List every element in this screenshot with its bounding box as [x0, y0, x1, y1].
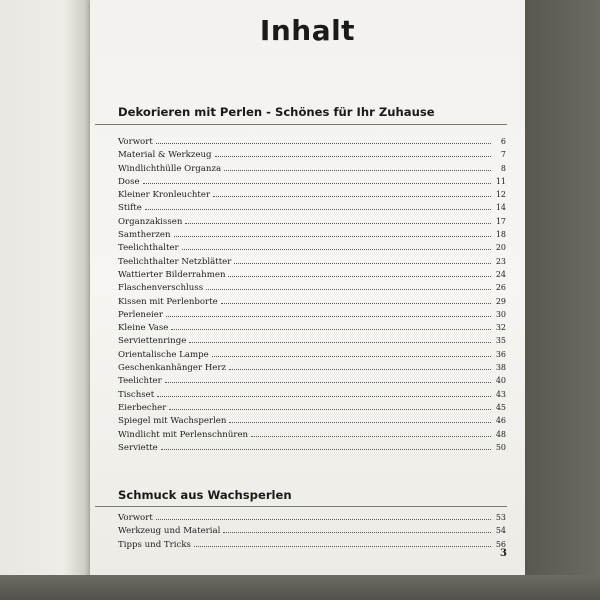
toc-entry-page: 29 [495, 296, 506, 306]
page-title: Inhalt [259, 14, 356, 47]
toc-entry-page: 54 [495, 526, 506, 536]
toc-entry-page: 53 [495, 513, 506, 522]
toc-entry-page: 11 [495, 176, 506, 186]
toc-leader-dots [206, 281, 491, 290]
toc-entry-page: 46 [495, 416, 506, 426]
toc-leader-dots [171, 321, 491, 330]
toc-leader-dots [251, 428, 491, 437]
section-rule [95, 124, 507, 125]
toc-entry-page: 30 [495, 309, 506, 319]
toc-entry[interactable] [118, 295, 506, 308]
toc-entry-page: 24 [495, 269, 506, 279]
toc-entry-page: 40 [495, 376, 506, 386]
toc-entry-page: 6 [500, 137, 506, 146]
toc-entry[interactable] [118, 321, 506, 334]
toc-entry[interactable] [118, 428, 506, 441]
toc-leader-dots [157, 388, 491, 397]
toc-entry-label: Vorwort [118, 513, 153, 523]
toc-entry-label: Kissen mit Perlenborte [118, 296, 218, 307]
toc-entry-label: Werkzeug und Material [118, 526, 221, 537]
toc-entry-label: Material & Werkzeug [118, 150, 212, 161]
toc-leader-dots [165, 374, 491, 383]
toc-entry-label: Teelichter [118, 376, 162, 387]
toc-entry-label: Geschenkanhänger Herz [118, 363, 227, 374]
toc-entry-page: 12 [495, 190, 506, 200]
toc-entry[interactable] [118, 175, 506, 188]
toc-leader-dots [234, 255, 491, 264]
toc-entry-label: Flaschenverschluss [118, 283, 204, 294]
toc-entry-page: 56 [495, 539, 506, 549]
toc-entry-label: Tischset [118, 389, 155, 400]
page-number: 3 [500, 548, 507, 559]
toc-entry-page: 8 [500, 163, 506, 173]
toc-entry-page: 35 [495, 336, 506, 346]
toc-entry[interactable] [118, 538, 506, 551]
toc-leader-dots [189, 334, 491, 343]
toc-leader-dots [145, 201, 491, 210]
toc-leader-dots [161, 441, 491, 450]
toc-entry-label: Stifte [118, 203, 142, 214]
toc-entry-page: 23 [495, 256, 506, 266]
toc-entry[interactable] [118, 228, 506, 241]
toc-entry-page: 26 [495, 283, 506, 293]
toc-entry-label: Kleine Vase [118, 323, 169, 334]
section-heading-dekorieren: Dekorieren mit Perlen - Schönes für Ihr Zuhause [118, 105, 435, 119]
toc-leader-dots [169, 401, 491, 410]
background-surface [525, 0, 600, 600]
section-rule [95, 506, 507, 507]
toc-leader-dots [174, 228, 492, 237]
toc-entry-label: Windlicht mit Perlenschnüren [118, 429, 249, 440]
toc-leader-dots [143, 175, 491, 184]
toc-leader-dots [229, 361, 491, 370]
toc-entry[interactable] [118, 241, 506, 254]
toc-list-dekorieren [118, 135, 506, 454]
toc-entry-page: 14 [495, 203, 506, 213]
toc-entry-label: Spiegel mit Wachsperlen [118, 416, 227, 427]
toc-entry[interactable] [118, 388, 506, 401]
toc-entry-label: Serviettenringe [118, 336, 187, 347]
toc-entry[interactable] [118, 255, 506, 268]
toc-entry[interactable] [118, 334, 506, 347]
toc-entry-page: 43 [495, 389, 506, 399]
toc-entry-label: Teelichthalter Netzblätter [118, 256, 232, 267]
toc-leader-dots [156, 135, 491, 144]
toc-entry-page: 18 [495, 230, 506, 240]
toc-entry[interactable] [118, 348, 506, 361]
toc-leader-dots [224, 162, 491, 171]
toc-leader-dots [215, 148, 492, 157]
toc-entry[interactable] [118, 188, 506, 201]
toc-entry-label: Serviette [118, 442, 158, 453]
toc-entry-label: Organzakissen [118, 216, 183, 227]
toc-leader-dots [182, 241, 491, 250]
toc-entry[interactable] [118, 281, 506, 294]
toc-leader-dots [223, 524, 491, 533]
toc-entry-label: Wattierter Bilderrahmen [118, 269, 226, 280]
toc-entry[interactable] [118, 511, 506, 524]
toc-entry-page: 17 [495, 216, 506, 226]
toc-entry-page: 7 [500, 150, 506, 160]
toc-entry-label: Tipps und Tricks [118, 539, 191, 550]
toc-entry-label: Dose [118, 176, 140, 187]
toc-entry-page: 20 [495, 243, 506, 253]
facing-page [0, 0, 90, 600]
page-bottom-shadow [0, 575, 600, 600]
toc-entry-label: Vorwort [118, 137, 153, 147]
toc-entry[interactable] [118, 201, 506, 214]
toc-entry[interactable] [118, 401, 506, 414]
toc-leader-dots [156, 511, 491, 520]
toc-entry[interactable] [118, 308, 506, 321]
toc-entry[interactable] [118, 414, 506, 427]
toc-entry-label: Perleneier [118, 309, 163, 320]
toc-leader-dots [228, 268, 491, 277]
toc-entry[interactable] [118, 148, 506, 161]
toc-entry-label: Kleiner Kronleuchter [118, 190, 211, 201]
toc-entry-label: Teelichthalter [118, 243, 179, 254]
toc-leader-dots [213, 188, 491, 197]
toc-entry-page: 38 [495, 363, 506, 373]
toc-entry-page: 45 [495, 402, 506, 412]
toc-leader-dots [221, 295, 491, 304]
toc-entry[interactable] [118, 374, 506, 387]
toc-entry-page: 48 [495, 429, 506, 439]
toc-entry-page: 50 [495, 442, 506, 452]
toc-list-schmuck [118, 511, 506, 551]
section-heading-schmuck: Schmuck aus Wachsperlen [118, 488, 292, 502]
toc-entry-label: Windlichthülle Organza [118, 163, 222, 174]
toc-entry-page: 36 [495, 349, 506, 359]
toc-leader-dots [166, 308, 491, 317]
toc-entry[interactable] [118, 215, 506, 228]
toc-leader-dots [185, 215, 491, 224]
toc-entry[interactable] [118, 441, 506, 454]
book-page [90, 0, 525, 578]
toc-leader-dots [212, 348, 491, 357]
toc-entry[interactable] [118, 524, 506, 537]
toc-entry[interactable] [118, 268, 506, 281]
toc-entry-page: 32 [495, 323, 506, 333]
toc-entry-label: Orientalische Lampe [118, 349, 209, 360]
toc-entry-label: Eierbecher [118, 402, 167, 413]
toc-leader-dots [229, 414, 491, 423]
toc-entry[interactable] [118, 135, 506, 148]
toc-entry[interactable] [118, 162, 506, 175]
toc-entry-label: Samtherzen [118, 230, 171, 241]
toc-leader-dots [194, 538, 491, 547]
toc-entry[interactable] [118, 361, 506, 374]
